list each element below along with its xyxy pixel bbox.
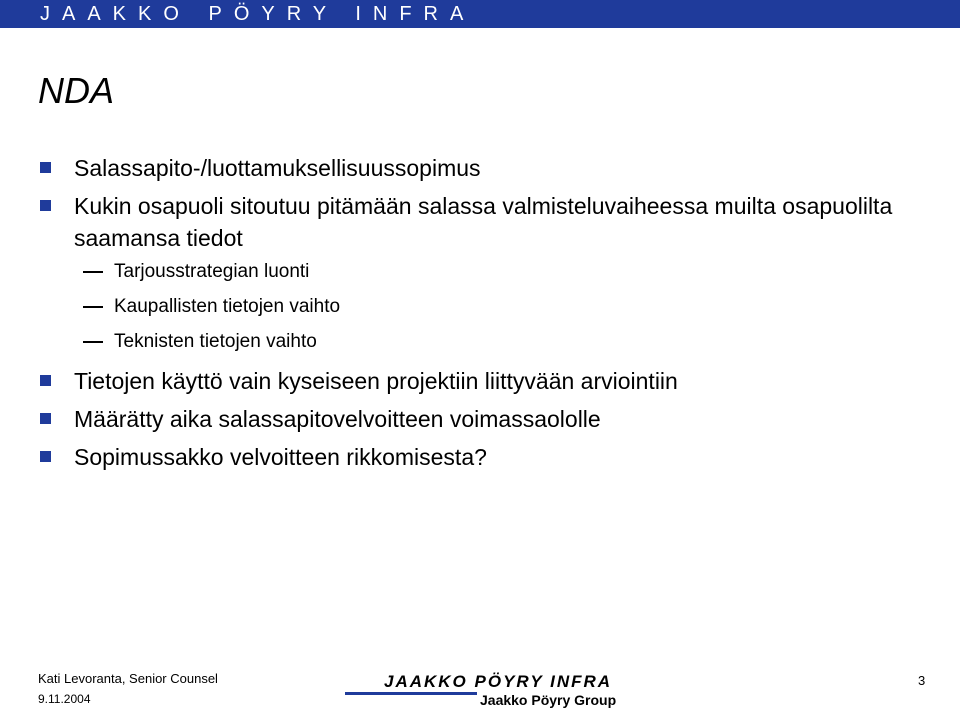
sub-bullet-text: Kaupallisten tietojen vaihto <box>114 296 341 317</box>
bullet-list <box>38 152 938 473</box>
page-number: 3 <box>918 673 926 688</box>
square-bullet-icon <box>40 162 51 173</box>
square-bullet-icon <box>40 200 51 211</box>
dash-bullet-icon <box>83 341 103 343</box>
logo-underline <box>345 692 477 695</box>
square-bullet-icon <box>40 413 51 424</box>
header-bar <box>0 0 960 28</box>
footer-author: Kati Levoranta, Senior Counsel <box>38 671 218 686</box>
bullet-text: Salassapito-/luottamuksellisuussopimus <box>74 155 481 181</box>
header-brand: JAAKKO PÖYRY INFRA <box>40 3 476 25</box>
bullet-text: Kukin osapuoli sitoutuu pitämään salassa valmisteluvaiheessa muilta osapuolilta saamansa tiedot <box>74 193 893 251</box>
bullet-text: Sopimussakko velvoitteen rikkomisesta? <box>74 444 487 470</box>
bullet-item <box>38 365 938 397</box>
slide-title: NDA <box>38 70 115 111</box>
sub-bullet-item <box>38 324 938 359</box>
bullet-text: Tietojen käyttö vain kyseiseen projektiin liittyvään arviointiin <box>74 368 678 394</box>
square-bullet-icon <box>40 451 51 462</box>
company-logo: JAAKKO PÖYRY INFRA <box>384 672 613 691</box>
sub-bullet-item <box>38 254 938 289</box>
bullet-item <box>38 152 938 184</box>
bullet-item <box>38 403 938 435</box>
bullet-item <box>38 441 938 473</box>
dash-bullet-icon <box>83 306 103 308</box>
sub-bullet-text: Teknisten tietojen vaihto <box>114 331 317 352</box>
bullet-item <box>38 190 938 254</box>
sub-bullet-item <box>38 289 938 324</box>
dash-bullet-icon <box>83 271 103 273</box>
footer-date: 9.11.2004 <box>38 692 91 706</box>
square-bullet-icon <box>40 375 51 386</box>
company-group: Jaakko Pöyry Group <box>480 692 617 708</box>
sub-bullet-text: Tarjousstrategian luonti <box>114 261 310 282</box>
bullet-text: Määrätty aika salassapitovelvoitteen voimassaololle <box>74 406 601 432</box>
